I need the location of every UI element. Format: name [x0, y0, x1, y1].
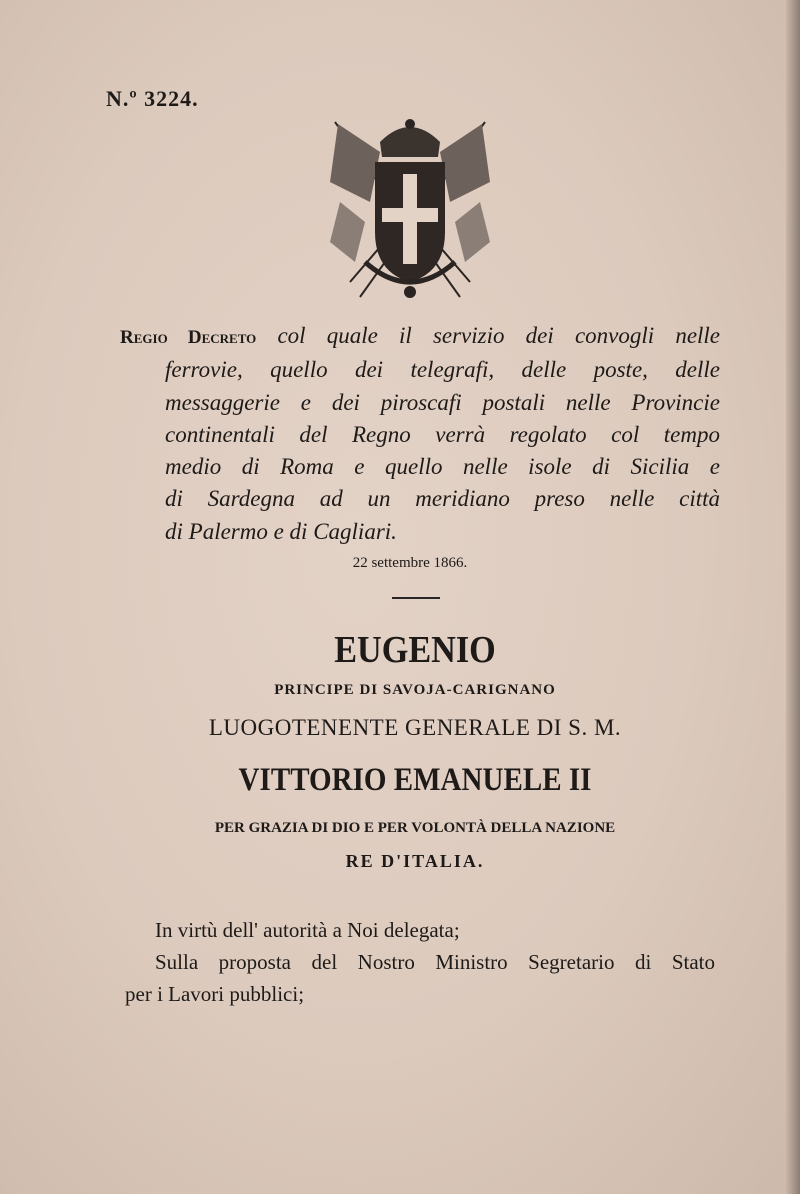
heading-line: col quale il servizio dei convogli nelle: [277, 323, 721, 348]
king-name: VITTORIO EMANUELE II: [238, 762, 592, 798]
decree-heading: [120, 320, 720, 548]
grace-formula: PER GRAZIA DI DIO E PER VOLONTÀ DELLA NAZIONE: [214, 820, 616, 836]
heading-line: di Sardegna ad un meridiano preso nelle città: [165, 486, 720, 512]
coat-of-arms-icon: [310, 112, 510, 307]
decree-date: 22 settembre 1866.: [352, 555, 468, 571]
body-line: In virtù dell' autorità a Noi delegata;: [155, 918, 460, 942]
heading-line: medio di Roma e quello nelle isole di Sicilia e: [165, 454, 720, 480]
king-title: RE D'ITALIA.: [345, 851, 485, 871]
heading-line: continentali del Regno verrà regolato col tempo: [165, 421, 720, 447]
heading-line: di Palermo e di Cagliari.: [165, 518, 397, 544]
page-edge: [786, 0, 800, 1194]
document-number: N.º 3224.: [106, 86, 199, 111]
heading-line: messaggerie e dei piroscafi postali nelle Provincie: [165, 389, 720, 415]
issuer-role: LUOGOTENENTE GENERALE DI S. M.: [208, 715, 622, 740]
decree-body: [125, 914, 715, 1010]
heading-line: ferrovie, quello dei telegrafi, delle poste, delle: [165, 357, 720, 383]
decree-type: Regio Decreto: [120, 327, 257, 348]
body-line: Sulla proposta del Nostro Ministro Segretario di Stato: [155, 950, 715, 974]
issuer-name: EUGENIO: [334, 629, 496, 671]
issuer-title: PRINCIPE DI SAVOJA-CARIGNANO: [274, 682, 556, 698]
body-line: per i Lavori pubblici;: [125, 982, 305, 1006]
divider: [392, 597, 440, 599]
